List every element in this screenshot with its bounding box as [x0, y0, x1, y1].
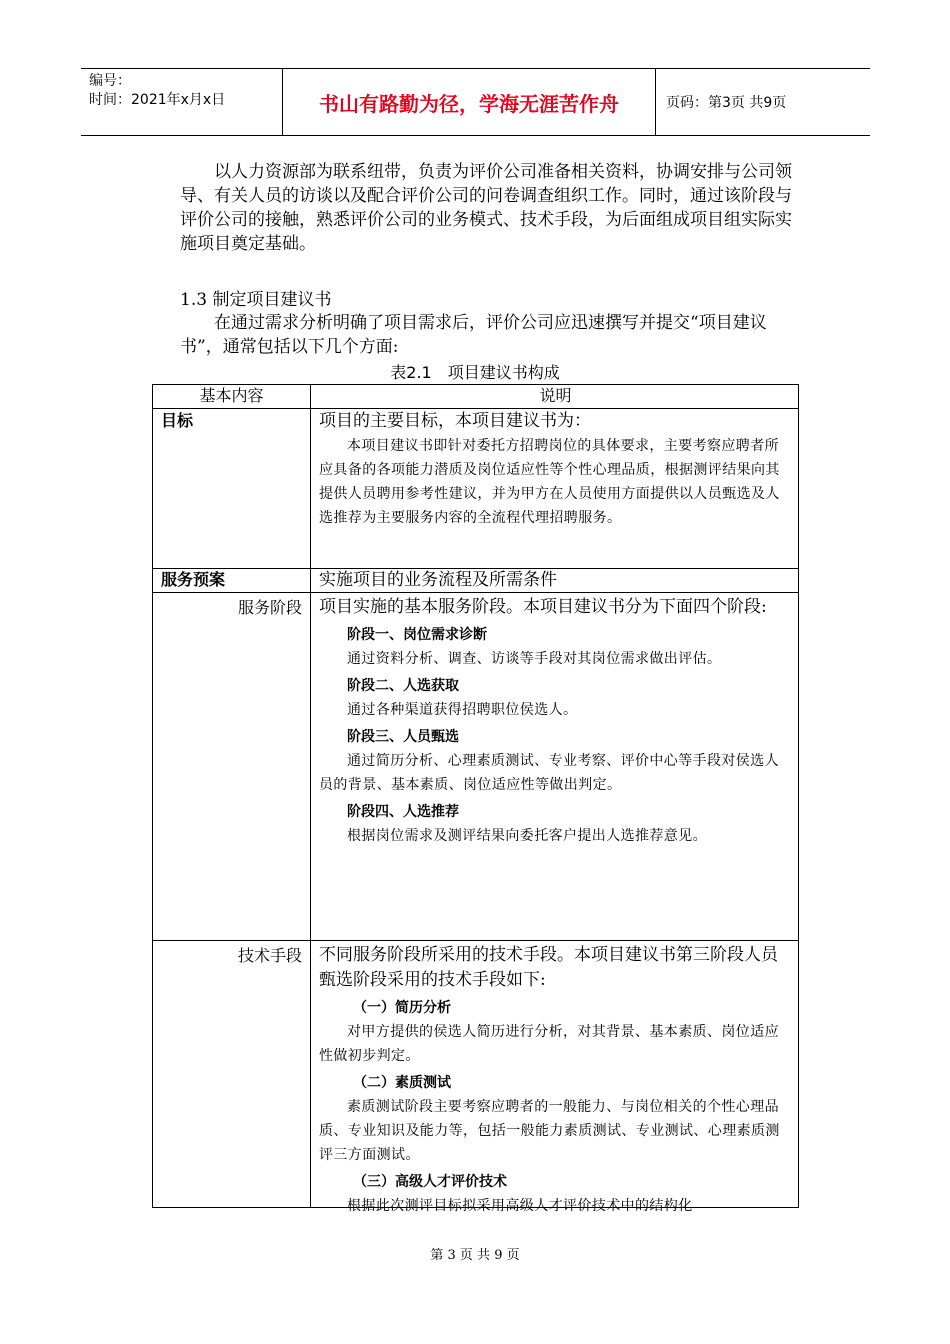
tech1-title: （一）简历分析: [353, 1000, 451, 1016]
section-paragraph: 在通过需求分析明确了项目需求后，评价公司应迅速撰写并提交“项目建议书”，通常包括以下几个方面:: [180, 313, 767, 357]
stage-label: 服务阶段: [153, 593, 311, 940]
stage2-text: 通过各种渠道获得招聘职位侯选人。: [347, 702, 578, 718]
table-row-stages: [153, 593, 798, 941]
tech2-title: （二）素质测试: [353, 1075, 451, 1091]
goal-cell: [311, 409, 798, 568]
goal-label: 目标: [153, 409, 311, 568]
tech1-text: 对甲方提供的侯选人简历进行分析，对其背景、基本素质、岗位适应性做初步判定。: [319, 1024, 779, 1064]
tech-intro: 不同服务阶段所采用的技术手段。本项目建议书第三阶段人员甄选阶段采用的技术手段如下:: [319, 945, 778, 990]
page-header: [81, 68, 870, 136]
page-footer: 第 3 页 共 9 页: [430, 1248, 520, 1263]
stage4-title: 阶段四、人选推荐: [347, 804, 459, 820]
tech3-text: 根据此次测评目标拟采用高级人才评价技术中的结构化: [347, 1198, 693, 1214]
col-header-content: 基本内容: [153, 385, 311, 408]
col-header-description: 说明: [539, 386, 572, 405]
stage1-title: 阶段一、岗位需求诊断: [347, 627, 487, 643]
header-page-info: 页码：第3页 共9页: [666, 95, 787, 111]
tech-cell: [311, 941, 798, 1214]
stage3-text: 通过简历分析、心理素质测试、专业考察、评价中心等手段对侯选人员的背景、基本素质、岗位适应性等做出判定。: [319, 753, 779, 793]
proposal-table: [152, 384, 799, 1214]
goal-text: 本项目建议书即针对委托方招聘岗位的具体要求，主要考察应聘者所应具备的各项能力潜质及岗位适应性等个性心理品质，根据测评结果向其提供人员聘用参考性建议，并为甲方在人员使用方面提供以人员甄选及人选推荐为主要服务内容的全流程代理招聘服务。: [319, 438, 780, 526]
intro-paragraph: 以人力资源部为联系纽带，负责为评价公司准备相关资料，协调安排与公司领导、有关人员的访谈以及配合评价公司的问卷调查组织工作。同时，通过该阶段与评价公司的接触，熟悉评价公司的业务模式、技术手段，为后面组成项目组实际实施项目奠定基础。: [180, 162, 792, 254]
stage1-text: 通过资料分析、调查、访谈等手段对其岗位需求做出评估。: [347, 651, 722, 667]
tech3-title: （三）高级人才评价技术: [353, 1174, 507, 1190]
stage2-title: 阶段二、人选获取: [347, 678, 459, 694]
section-title: 1.3 制定项目建议书: [180, 290, 332, 310]
time-label: 时间：2021年x月x日: [89, 92, 226, 108]
table-row-tech: [153, 941, 798, 1214]
plan-label: 服务预案: [153, 569, 311, 592]
goal-intro: 项目的主要目标，本项目建议书为：: [319, 411, 591, 431]
stage-intro: 项目实施的基本服务阶段。本项目建议书分为下面四个阶段:: [319, 597, 767, 617]
tech2-text: 素质测试阶段主要考察应聘者的一般能力、与岗位相关的个性心理品质、专业知识及能力等，包括一般能力素质测试、专业测试、心理素质测评三方面测试。: [319, 1099, 780, 1163]
stage3-title: 阶段三、人员甄选: [347, 729, 459, 745]
table-caption: 表2.1 项目建议书构成: [390, 363, 560, 382]
number-label: 编号：: [89, 73, 131, 89]
plan-text: 实施项目的业务流程及所需条件: [319, 570, 557, 590]
stage4-text: 根据岗位需求及测评结果向委托客户提出人选推荐意见。: [347, 828, 707, 844]
header-motto: 书山有路勤为径，学海无涯苦作舟: [283, 69, 656, 135]
tech-label: 技术手段: [153, 941, 311, 1207]
header-meta: [81, 69, 283, 135]
stage-cell: [311, 593, 798, 940]
table-header-row: [153, 385, 798, 409]
table-row-plan: [153, 569, 798, 593]
table-row-goal: [153, 409, 798, 569]
